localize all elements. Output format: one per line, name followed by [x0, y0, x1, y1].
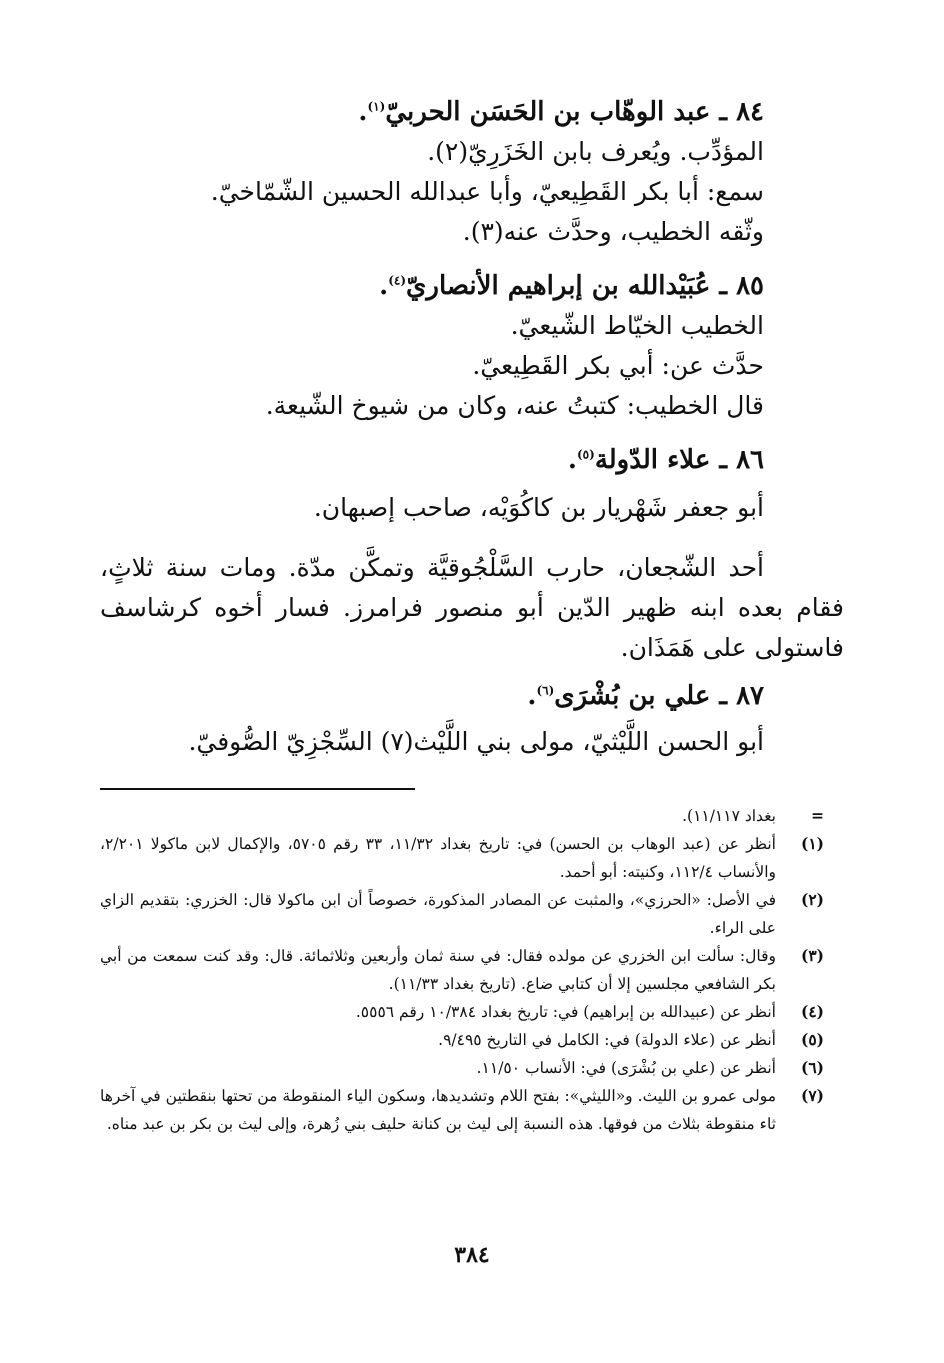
footnote-separator [100, 788, 415, 790]
entry-84-line: سمع: أبا بكر القَطِيعيّ، وأبا عبدالله الحسين الشّمّاخيّ. [210, 177, 764, 206]
main-text [100, 92, 764, 528]
footnote: (٣) وقال: سألت ابن الخزري عن مولده فقال: في سنة ثمان وأربعين وثلاثمائة. قال: وقد كنت سمعت من أبي بكر الشافعي مجلسين إلا أن كتابي ضاع. (تاريخ بغداد ١١/٣٣). [100, 946, 824, 993]
entry-84-title: ٨٤ ـ عبد الوهّاب بن الحَسَن الحربيّ$^{(١)}$. [358, 97, 764, 127]
entry-84-line: وثّقه الخطيب، وحدَّث عنه(٣). [462, 217, 764, 246]
entry-84-line: المؤدِّب. ويُعرف بابن الخَزَرِيّ(٢). [427, 137, 764, 166]
entry-86-line: أبو جعفر شَهْريار بن كاكُوَيْه، صاحب إصبهان. [313, 493, 764, 522]
page-number: ٣٨٤ [454, 1242, 490, 1268]
entry-86-paragraph-block [100, 548, 844, 668]
entry-87 [100, 676, 764, 762]
entry-85-line: حدَّث عن: أبي بكر القَطِيعيّ. [472, 351, 764, 380]
footnote: (٦) أنظر عن (علي بن بُشْرَى) في: الأنساب ١١/٥٠. [476, 1058, 824, 1077]
entry-87-line: أبو الحسن اللَّيْثيّ، مولى بني اللَّيْث(٧) السِّجْزِيّ الصُّوفيّ. [188, 727, 764, 756]
entry-85-line: الخطيب الخيّاط الشّيعيّ. [510, 311, 764, 340]
entry-86-paragraph: أحد الشّجعان، حارب السَّلْجُوقيَّة وتمكَّن مدّة. ومات سنة ثلاثٍ، فقام بعده ابنه ظهير الدّين أبو منصور فرامرز. فسار أخوه كرشاسف فاستولى على هَمَذَان. [100, 553, 844, 662]
entry-87-title: ٨٧ ـ علي بن بُشْرَى$^{(٦)}$. [527, 681, 764, 711]
entry-85-line: قال الخطيب: كتبتُ عنه، وكان من شيوخ الشّيعة. [265, 391, 764, 420]
footnotes [100, 802, 824, 1138]
footnote: (٤) أنظر عن (عبيدالله بن إبراهيم) في: تاريخ بغداد ١٠/٣٨٤ رقم ٥٥٥٦. [355, 1002, 824, 1021]
footnote: = بغداد ١١/١١٧). [682, 806, 824, 825]
footnote: (٢) في الأصل: «الحرزي»، والمثبت عن المصادر المذكورة، خصوصاً أن ابن ماكولا قال: الخزري: بتقديم الزاي على الراء. [100, 890, 824, 937]
footnote: (٥) أنظر عن (علاء الدولة) في: الكامل في التاريخ ٩/٤٩٥. [438, 1030, 824, 1049]
footnote: (٧) مولى عمرو بن الليث. و«الليثي»: بفتح اللام وتشديدها، وسكون الياء المنقوطة من تحتها بنقطتين في آخرها ثاء منقوطة بثلاث من فوقها. هذه النسبة إلى ليث بن كنانة حليف بني زُهرة، وإلى ليث بن بكر بن عبد مناه. [100, 1086, 824, 1133]
footnote: (١) أنظر عن (عبد الوهاب بن الحسن) في: تاريخ بغداد ١١/٣٢، ٣٣ رقم ٥٧٠٥، والإكمال لابن ماكولا ٢/٢٠١، والأنساب ١١٢/٤، وكنيته: أبو أحمد. [100, 834, 824, 881]
entry-85-title: ٨٥ ـ عُبَيْدالله بن إبراهيم الأنصاريّ$^{(٤)}$. [379, 271, 764, 301]
entry-86-title: ٨٦ ـ علاء الدّولة$^{(٥)}$. [567, 445, 764, 475]
